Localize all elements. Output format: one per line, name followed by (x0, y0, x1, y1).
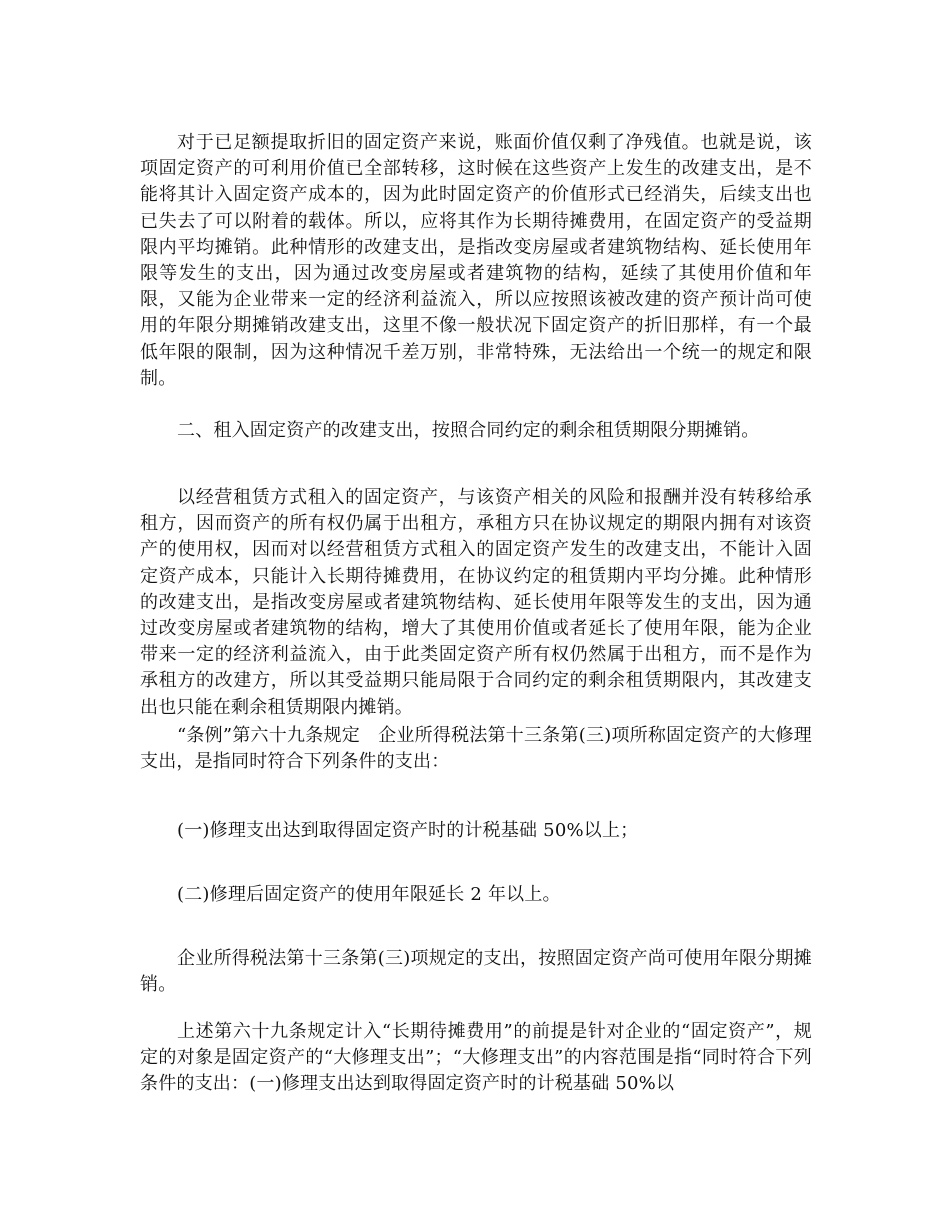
paragraph-article-69: “条例”第六十九条规定 企业所得税法第十三条第(三)项所称固定资产的大修理支出，是指同时符合下列条件的支出： (140, 725, 812, 773)
paragraph-depreciated-asset-renovation: 对于已足额提取折旧的固定资产来说，账面价值仅剩了净残值。也就是说，该项固定资产的可利用价值已全部转移，这时候在这些资产上发生的改建支出，是不能将其计入固定资产成本的，因为此时固定资产的价值形式已经消失，后续支出也已失去了可以附着的载体。所以，应将其作为长期待摊费用，在固定资产的受益期限内平均摊销。此种情形的改建支出，是指改变房屋或者建筑物结构、延长使用年限等发生的支出，因为通过改变房屋或者建筑物的结构，延续了其使用价值和年限，又能为企业带来一定的经济利益流入，所以应按照该被改建的资产预计尚可使用的年限分期摊销改建支出，这里不像一般状况下固定资产的折旧那样，有一个最低年限的限制，因为这种情况千差万别，非常特殊，无法给出一个统一的规定和限制。 (140, 132, 812, 389)
paragraph-analysis: 上述第六十九条规定计入“长期待摊费用”的前提是针对企业的“固定资产”，规定的对象是固定资产的“大修理支出”；“大修理支出”的内容范围是指“同时符合下列条件的支出：(一)修理支出达到取得固定资产时的计税基础 50%以 (140, 1021, 812, 1095)
paragraph-leased-asset-renovation: 以经营租赁方式租入的固定资产，与该资产相关的风险和报酬并没有转移给承租方，因而资产的所有权仍属于出租方，承租方只在协议规定的期限内拥有对该资产的使用权，因而对以经营租赁方式租入的固定资产发生的改建支出，不能计入固定资产成本，只能计入长期待摊费用，在协议约定的租赁期内平均分摊。此种情形的改建支出，是指改变房屋或者建筑物结构、延长使用年限等发生的支出，因为通过改变房屋或者建筑物的结构，增大了其使用价值或者延长了使用年限，能为企业带来一定的经济利益流入，由于此类固定资产所有权仍然属于出租方，而不是作为承租方的改建方，所以其受益期只能局限于合同约定的剩余租赁期限内，其改建支出也只能在剩余租赁期限内摊销。 (140, 487, 812, 718)
paragraph-condition-two: (二)修理后固定资产的使用年限延长 2 年以上。 (177, 884, 561, 905)
paragraph-section-two-heading: 二、租入固定资产的改建支出，按照合同约定的剩余租赁期限分期摊销。 (177, 420, 760, 441)
paragraph-amortization-rule: 企业所得税法第十三条第(三)项规定的支出，按照固定资产尚可使用年限分期摊销。 (140, 948, 812, 996)
paragraph-condition-one: (一)修理支出达到取得固定资产时的计税基础 50%以上； (177, 820, 639, 841)
